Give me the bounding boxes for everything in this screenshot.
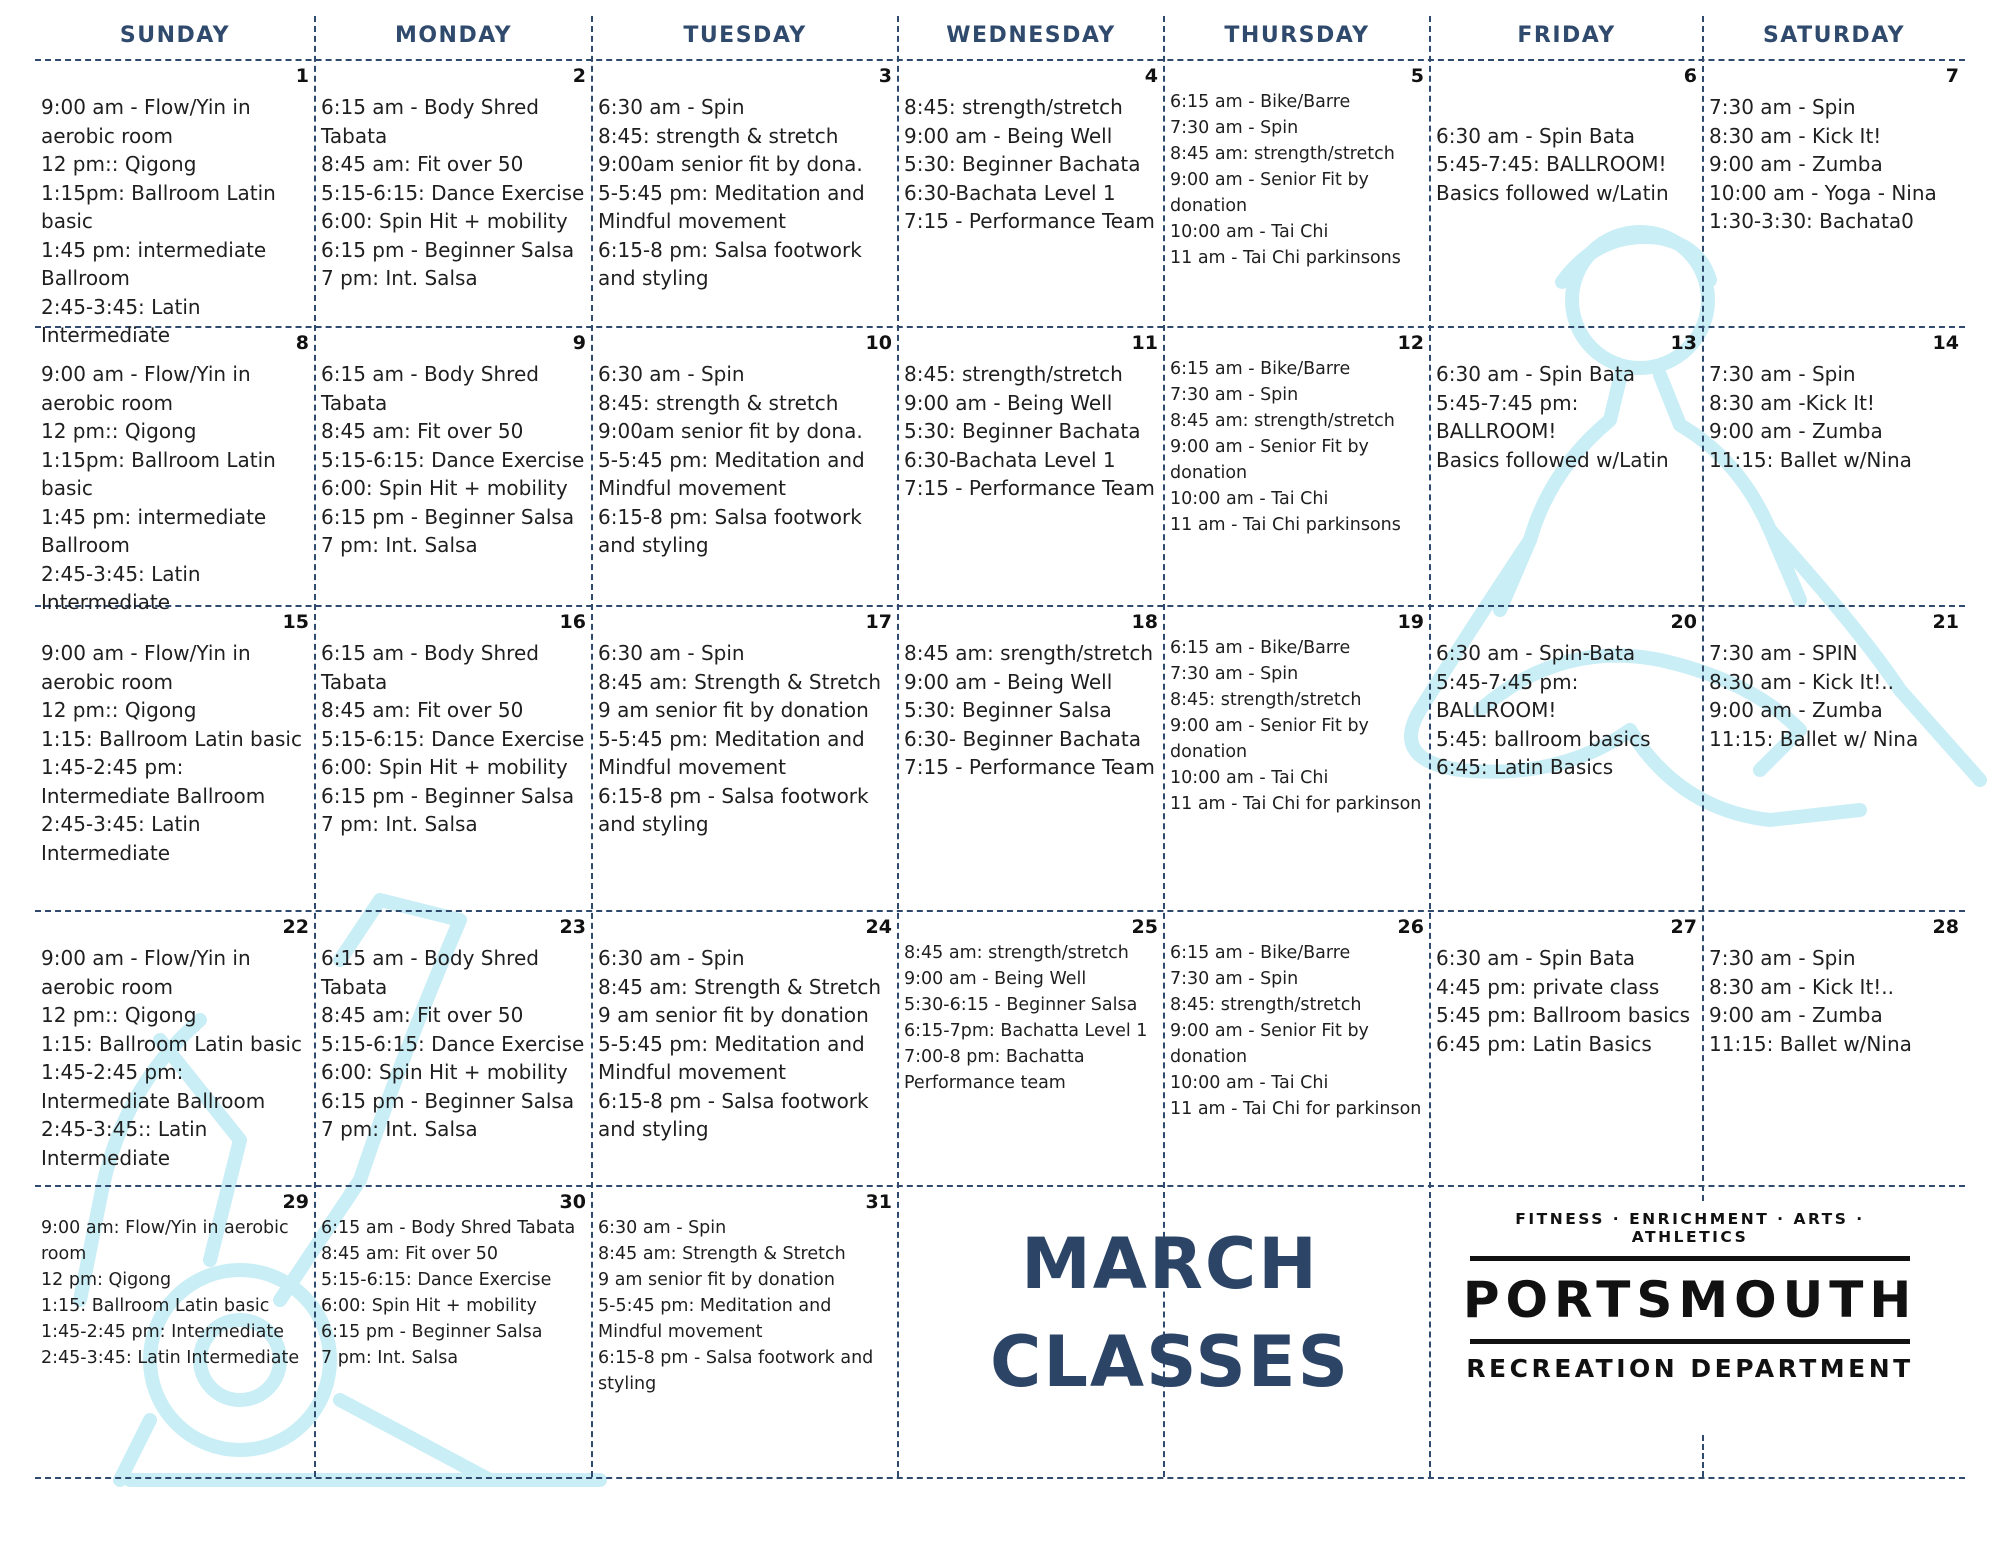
event-item: 6:30 am - Spin xyxy=(598,95,745,119)
header-monday: MONDAY xyxy=(394,23,513,48)
event-item: 6:30 am - Spin xyxy=(598,1218,727,1238)
event-item: 5:30: Beginner Bachata xyxy=(904,152,1141,176)
event-item: 8:45 am: Fit over 50 xyxy=(321,1003,524,1027)
banner-line-1: MARCH xyxy=(1021,1223,1319,1305)
event-list xyxy=(598,1215,894,1397)
event-item: 8:45: strength/stretch xyxy=(1170,995,1362,1015)
event-item: 1:45-2:45 pm: Intermediate xyxy=(41,1322,284,1342)
event-item: 6:15 am - Body Shred Tabata xyxy=(321,1218,576,1238)
day-number: 6 xyxy=(1683,65,1697,87)
event-item: 5:45-7:45: BALLROOM! Basics followed w/Latin xyxy=(1436,152,1669,205)
header-sunday: SUNDAY xyxy=(119,23,231,48)
march-classes-banner xyxy=(960,1215,1380,1411)
event-item: 1:45 pm: intermediate Ballroom xyxy=(41,237,267,290)
logo-name: PORTSMOUTH xyxy=(1462,1271,1918,1329)
event-item: 9:00am senior fit by dona. xyxy=(598,419,863,443)
event-item: 8:45 am: Fit over 50 xyxy=(321,698,524,722)
event-item: 9:00 am - Zumba xyxy=(1709,152,1883,176)
event-item: 6:15-8 pm - Salsa footwork and styling xyxy=(598,1348,874,1394)
event-item: 6:15 am - Body Shred Tabata xyxy=(321,95,539,148)
event-item xyxy=(1436,93,1699,122)
event-list xyxy=(41,944,311,1172)
event-item: 9:00 am - Flow/Yin in aerobic room xyxy=(41,95,251,148)
event-item: 1:15pm: Ballroom Latin basic xyxy=(41,447,276,500)
event-item: 9:00 am - Senior Fit by donation xyxy=(1170,1021,1369,1067)
event-item: 6:30-Bachata Level 1 xyxy=(904,447,1116,472)
event-item: 7:30 am - Spin xyxy=(1709,946,1856,970)
event-item: 5:15-6:15: Dance Exercise xyxy=(321,1270,552,1290)
day-number: 16 xyxy=(559,611,586,633)
event-item: 6:15 am - Bike/Barre xyxy=(1170,92,1351,112)
event-item: 1:30-3:30: Bachata0 xyxy=(1709,209,1914,233)
day-cell xyxy=(592,1185,898,1477)
event-item: 5:45 pm: Ballroom basics xyxy=(1436,1003,1691,1027)
event-item: 6:00: Spin Hit + mobility xyxy=(321,755,568,779)
event-item: 11:15: Ballet w/Nina xyxy=(1709,447,1912,472)
event-list xyxy=(1709,639,1961,753)
grid-line xyxy=(35,1477,1965,1479)
event-item: 8:45: strength/stretch xyxy=(904,362,1123,386)
event-list xyxy=(1436,93,1699,207)
event-list xyxy=(1170,635,1426,817)
header-tuesday: TUESDAY xyxy=(683,23,807,48)
event-item: 5-5:45 pm: Meditation and Mindful movement xyxy=(598,726,865,779)
event-item: 6:15 am - Bike/Barre xyxy=(1170,638,1351,658)
event-item: 5:15-6:15: Dance Exercise xyxy=(321,180,585,205)
event-item: 8:45 am: srength/stretch xyxy=(904,641,1154,665)
day-number: 24 xyxy=(865,916,892,938)
event-list xyxy=(321,639,588,839)
event-item: 7:30 am - Spin xyxy=(1170,385,1299,405)
event-item: 6:00: Spin Hit + mobility xyxy=(321,1060,568,1084)
event-item: 10:00 am - Tai Chi xyxy=(1170,489,1329,509)
event-item: 1:45 pm: intermediate Ballroom xyxy=(41,504,267,557)
event-item: 7:15 - Performance Team xyxy=(904,476,1155,500)
event-list xyxy=(1709,944,1961,1058)
event-list xyxy=(321,944,588,1144)
event-item: 8:30 am -Kick It! xyxy=(1709,390,1875,415)
event-item: 5:45-7:45 pm: BALLROOM! xyxy=(1436,390,1579,443)
logo-bar-top xyxy=(1470,1256,1910,1261)
event-item: 8:45: strength & stretch xyxy=(598,390,839,415)
day-cell xyxy=(35,326,315,614)
day-number: 7 xyxy=(1945,65,1959,87)
logo-bar-bottom xyxy=(1470,1339,1910,1344)
event-item: 7:30 am - Spin xyxy=(1170,118,1299,138)
day-cell xyxy=(1703,326,1965,605)
event-item: 2:45-3:45: Latin Intermediate xyxy=(41,561,201,614)
day-cell xyxy=(1164,910,1430,1185)
event-item: 6:15 pm - Beginner Salsa xyxy=(321,1088,575,1113)
event-list xyxy=(904,639,1160,782)
event-item: 8:45 am: Strength & Stretch xyxy=(598,669,882,694)
day-cell xyxy=(315,910,592,1185)
event-item: 9:00 am - Being Well xyxy=(904,669,1113,694)
event-item: 9:00 am - Being Well xyxy=(904,390,1113,415)
event-item: 12 pm:: Qigong xyxy=(41,1003,197,1027)
event-item: 5:30: Beginner Salsa xyxy=(904,698,1112,722)
event-item: 9:00 am - Being Well xyxy=(904,969,1087,989)
event-item: 6:15-8 pm - Salsa footwork and styling xyxy=(598,783,869,836)
event-item: 12 pm: Qigong xyxy=(41,1270,172,1290)
event-item: 7 pm: Int. Salsa xyxy=(321,1117,478,1141)
day-number: 29 xyxy=(282,1191,309,1213)
day-cell xyxy=(592,605,898,910)
day-cell xyxy=(898,59,1164,326)
event-item: 9:00 am - Flow/Yin in aerobic room xyxy=(41,946,251,999)
event-item: 2:45-3:45: Latin Intermediate xyxy=(41,812,201,865)
day-cell xyxy=(592,59,898,326)
event-item: 11 am - Tai Chi for parkinson xyxy=(1170,1099,1422,1119)
event-item: 8:30 am - Kick It!.. xyxy=(1709,974,1895,999)
event-item: 6:15 pm - Beginner Salsa xyxy=(321,1322,543,1342)
event-item: 6:30- Beginner Bachata xyxy=(904,726,1142,751)
event-item: 7 pm: Int. Salsa xyxy=(321,266,478,290)
day-cell xyxy=(1703,59,1965,326)
day-number: 27 xyxy=(1670,916,1697,938)
event-item: 6:15-8 pm: Salsa footwork and styling xyxy=(598,237,862,290)
event-item: 7:30 am - SPIN xyxy=(1709,641,1858,665)
day-cell xyxy=(1430,326,1703,605)
event-item: 6:15 am - Body Shred Tabata xyxy=(321,946,539,999)
event-item: 10:00 am - Tai Chi xyxy=(1170,768,1329,788)
day-cell xyxy=(315,59,592,326)
event-item: 11:15: Ballet w/Nina xyxy=(1709,1031,1912,1056)
logo-department: RECREATION DEPARTMENT xyxy=(1466,1354,1914,1383)
day-number: 17 xyxy=(865,611,892,633)
event-item: 1:15pm: Ballroom Latin basic xyxy=(41,180,276,233)
event-item: 9 am senior fit by donation xyxy=(598,1270,835,1290)
day-number: 14 xyxy=(1932,332,1959,354)
day-cell xyxy=(1703,910,1965,1185)
event-list xyxy=(1709,360,1961,474)
event-item: 12 pm:: Qigong xyxy=(41,419,197,443)
day-cell xyxy=(898,326,1164,605)
event-item: 9:00 am - Zumba xyxy=(1709,419,1883,443)
event-item: 8:45 am: Fit over 50 xyxy=(321,152,524,176)
event-item: 7 pm: Int. Salsa xyxy=(321,533,478,557)
event-item: 9:00 am - Senior Fit by donation xyxy=(1170,170,1369,216)
event-list xyxy=(904,93,1160,236)
event-item: 6:30 am - Spin xyxy=(598,946,745,970)
logo-tagline: FITNESS · ENRICHMENT · ARTS · ATHLETICS xyxy=(1515,1210,1865,1246)
event-item: 5:30-6:15 - Beginner Salsa xyxy=(904,995,1138,1015)
event-list xyxy=(321,93,588,293)
day-cell xyxy=(1430,59,1703,326)
event-item: 9:00 am - Zumba xyxy=(1709,698,1883,722)
header-thursday: THURSDAY xyxy=(1224,23,1370,48)
event-item: 1:45-2:45 pm: Intermediate Ballroom xyxy=(41,1060,266,1113)
event-item: 2:45-3:45: Latin Intermediate xyxy=(41,1348,300,1368)
event-item: 9 am senior fit by donation xyxy=(598,1003,869,1027)
event-item: 8:30 am - Kick It!.. xyxy=(1709,669,1895,694)
day-number: 25 xyxy=(1131,916,1158,938)
event-item: 7:00-8 pm: Bachatta Performance team xyxy=(904,1047,1085,1093)
event-item: 8:45 am: Strength & Stretch xyxy=(598,974,882,999)
day-number: 2 xyxy=(572,65,586,87)
event-list xyxy=(321,360,588,560)
event-item: 7 pm: Int. Salsa xyxy=(321,812,478,836)
event-item: 6:15 pm - Beginner Salsa xyxy=(321,783,575,808)
event-item: 5:15-6:15: Dance Exercise xyxy=(321,726,585,751)
event-item: 6:15 am - Body Shred Tabata xyxy=(321,641,539,694)
event-item: 5:30: Beginner Bachata xyxy=(904,419,1141,443)
event-list xyxy=(1170,940,1426,1122)
event-list xyxy=(1709,93,1961,236)
event-item: 6:30 am - Spin xyxy=(598,362,745,386)
event-item: 6:15 am - Bike/Barre xyxy=(1170,359,1351,379)
day-number: 30 xyxy=(559,1191,586,1213)
event-item: 8:30 am - Kick It! xyxy=(1709,123,1882,148)
event-item: 6:15 pm - Beginner Salsa xyxy=(321,237,575,262)
event-item: 10:00 am - Tai Chi xyxy=(1170,1073,1329,1093)
event-item: 7:15 - Performance Team xyxy=(904,209,1155,233)
event-list xyxy=(1436,639,1699,782)
day-cell xyxy=(315,1185,592,1477)
day-cell xyxy=(35,59,315,347)
day-number: 4 xyxy=(1144,65,1158,87)
day-cell xyxy=(1164,59,1430,326)
event-item: 6:15 pm - Beginner Salsa xyxy=(321,504,575,529)
event-item: 8:45: strength/stretch xyxy=(1170,690,1362,710)
event-item: 5-5:45 pm: Meditation and Mindful movement xyxy=(598,447,865,500)
day-number: 15 xyxy=(282,611,309,633)
event-list xyxy=(1436,944,1699,1058)
day-cell xyxy=(1430,605,1703,910)
event-list xyxy=(904,360,1160,503)
day-number: 22 xyxy=(282,916,309,938)
day-cell xyxy=(1164,605,1430,910)
day-cell xyxy=(1164,326,1430,605)
grid-line xyxy=(1702,1435,1704,1477)
event-list xyxy=(598,639,894,839)
event-item: 9:00 am - Flow/Yin in aerobic room xyxy=(41,641,251,694)
event-item: 9:00 am - Flow/Yin in aerobic room xyxy=(41,362,251,415)
event-list xyxy=(41,360,311,617)
event-item: 5-5:45 pm: Meditation and Mindful movement xyxy=(598,180,865,233)
event-item: 6:45 pm: Latin Basics xyxy=(1436,1031,1652,1056)
event-item: 1:15: Ballroom Latin basic xyxy=(41,1296,270,1316)
day-number: 23 xyxy=(559,916,586,938)
event-item: 6:15 am - Body Shred Tabata xyxy=(321,362,539,415)
event-item: 6:15-7pm: Bachatta Level 1 xyxy=(904,1021,1148,1041)
event-list xyxy=(1170,356,1426,538)
day-cell xyxy=(1703,605,1965,910)
day-number: 20 xyxy=(1670,611,1697,633)
event-list xyxy=(321,1215,588,1371)
event-item: 7:30 am - Spin xyxy=(1709,95,1856,119)
day-number: 31 xyxy=(865,1191,892,1213)
day-number: 12 xyxy=(1397,332,1424,354)
day-cell xyxy=(35,1185,315,1477)
event-item: 6:30 am - Spin-Bata xyxy=(1436,641,1636,665)
day-number: 19 xyxy=(1397,611,1424,633)
event-item: 7:15 - Performance Team xyxy=(904,755,1155,779)
day-number: 28 xyxy=(1932,916,1959,938)
event-item: 9:00am senior fit by dona. xyxy=(598,152,863,176)
event-item: 8:45 am: Fit over 50 xyxy=(321,419,524,443)
portsmouth-recreation-logo xyxy=(1460,1210,1920,1383)
event-item: 6:45: Latin Basics xyxy=(1436,755,1614,779)
event-item: 10:00 am - Tai Chi xyxy=(1170,222,1329,242)
event-item: 5:15-6:15: Dance Exercise xyxy=(321,447,585,472)
event-item: 9:00 am - Being Well xyxy=(904,123,1113,148)
day-number: 9 xyxy=(572,332,586,354)
event-item: 7:30 am - Spin xyxy=(1709,362,1856,386)
day-cell xyxy=(1430,910,1703,1185)
event-item: 9:00 am: Flow/Yin in aerobic room xyxy=(41,1218,289,1264)
event-item: 1:15: Ballroom Latin basic xyxy=(41,726,302,751)
day-number: 1 xyxy=(295,65,309,87)
event-item: 5:15-6:15: Dance Exercise xyxy=(321,1031,585,1056)
day-number: 26 xyxy=(1397,916,1424,938)
day-cell xyxy=(35,910,315,1185)
event-item: 11 am - Tai Chi for parkinson xyxy=(1170,794,1422,814)
event-item: 5:45: ballroom basics xyxy=(1436,726,1651,751)
event-item: 8:45 am: strength/stretch xyxy=(1170,144,1395,164)
event-item: 9:00 am - Senior Fit by donation xyxy=(1170,437,1369,483)
event-list xyxy=(598,944,894,1144)
day-number: 5 xyxy=(1410,65,1424,87)
event-item: 9:00 am - Senior Fit by donation xyxy=(1170,716,1369,762)
event-item: 7 pm: Int. Salsa xyxy=(321,1348,459,1368)
header-saturday: SATURDAY xyxy=(1762,23,1906,48)
day-number: 11 xyxy=(1131,332,1158,354)
event-list xyxy=(1170,89,1426,271)
event-item: 5:45-7:45 pm: BALLROOM! xyxy=(1436,669,1579,722)
event-item: 7:30 am - Spin xyxy=(1170,969,1299,989)
event-item: 8:45: strength & stretch xyxy=(598,123,839,148)
event-item: 6:15-8 pm - Salsa footwork and styling xyxy=(598,1088,869,1141)
day-number: 3 xyxy=(878,65,892,87)
event-item: 8:45 am: Fit over 50 xyxy=(321,1244,499,1264)
event-item: 4:45 pm: private class xyxy=(1436,974,1660,999)
day-cell xyxy=(592,910,898,1185)
day-number: 13 xyxy=(1670,332,1697,354)
event-item: 9:00 am - Zumba xyxy=(1709,1003,1883,1027)
event-item: Basics followed w/Latin xyxy=(1436,447,1669,472)
event-item: 6:00: Spin Hit + mobility xyxy=(321,1296,537,1316)
event-list xyxy=(598,360,894,560)
event-item: 6:30-Bachata Level 1 xyxy=(904,180,1116,205)
header-friday: FRIDAY xyxy=(1517,23,1616,48)
event-item: 10:00 am - Yoga - Nina xyxy=(1709,180,1937,205)
event-item: 5-5:45 pm: Meditation and Mindful movement xyxy=(598,1296,832,1342)
event-item: 6:15 am - Bike/Barre xyxy=(1170,943,1351,963)
event-item: 12 pm:: Qigong xyxy=(41,152,197,176)
event-item: 8:45 am: strength/stretch xyxy=(904,943,1129,963)
event-item: 11 am - Tai Chi parkinsons xyxy=(1170,248,1401,268)
day-cell xyxy=(35,605,315,910)
event-item: 1:45-2:45 pm: Intermediate Ballroom xyxy=(41,755,266,808)
day-cell xyxy=(898,910,1164,1185)
day-cell xyxy=(592,326,898,605)
event-item: 6:15-8 pm: Salsa footwork and styling xyxy=(598,504,862,557)
event-item: 7:30 am - Spin xyxy=(1170,664,1299,684)
day-cell xyxy=(898,605,1164,910)
event-list xyxy=(598,93,894,293)
event-item: 8:45 am: Strength & Stretch xyxy=(598,1244,846,1264)
event-list xyxy=(41,639,311,867)
event-item: 6:30 am - Spin Bata xyxy=(1436,362,1635,386)
day-cell xyxy=(315,605,592,910)
day-number: 21 xyxy=(1932,611,1959,633)
banner-line-2: CLASSES xyxy=(989,1321,1351,1403)
header-wednesday: WEDNESDAY xyxy=(946,23,1116,48)
event-item: 8:45 am: strength/stretch xyxy=(1170,411,1395,431)
event-item: 6:00: Spin Hit + mobility xyxy=(321,476,568,500)
event-list xyxy=(41,1215,311,1371)
event-item: 8:45: strength/stretch xyxy=(904,95,1123,119)
event-item: 9 am senior fit by donation xyxy=(598,698,869,722)
event-list xyxy=(41,93,311,350)
event-item: 1:15: Ballroom Latin basic xyxy=(41,1031,302,1056)
day-number: 8 xyxy=(295,332,309,354)
event-item: 6:30 am - Spin xyxy=(598,641,745,665)
event-item: 12 pm:: Qigong xyxy=(41,698,197,722)
day-number: 10 xyxy=(865,332,892,354)
event-item: 5-5:45 pm: Meditation and Mindful movement xyxy=(598,1031,865,1084)
event-item: 11 am - Tai Chi parkinsons xyxy=(1170,515,1401,535)
event-item: 11:15: Ballet w/ Nina xyxy=(1709,726,1919,751)
event-item: 2:45-3:45:: Latin Intermediate xyxy=(41,1117,208,1170)
event-list xyxy=(1436,360,1699,474)
day-cell xyxy=(315,326,592,605)
event-list xyxy=(904,940,1160,1096)
event-item: 2:45-3:45: Latin Intermediate xyxy=(41,294,201,347)
day-number: 18 xyxy=(1131,611,1158,633)
event-item: 6:30 am - Spin Bata xyxy=(1436,946,1635,970)
event-item: 6:00: Spin Hit + mobility xyxy=(321,209,568,233)
event-item: 6:30 am - Spin Bata xyxy=(1436,123,1635,148)
